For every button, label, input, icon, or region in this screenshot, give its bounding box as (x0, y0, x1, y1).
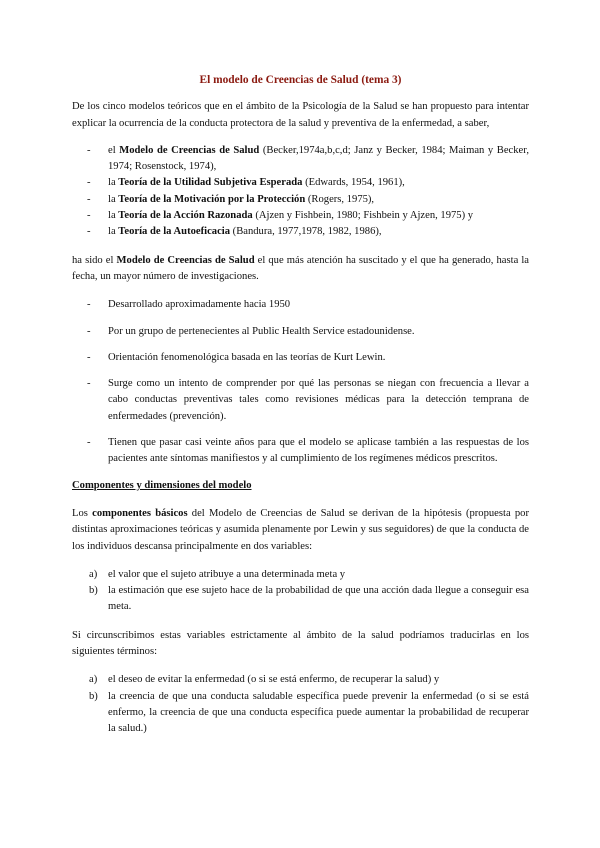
list-item: a) el deseo de evitar la enfermedad (o si se está enfermo, de recuperar la salud) y (89, 674, 440, 686)
attention-paragraph: ha sido el Modelo de Creencias de Salud el que más atención ha suscitado y el que ha generado, hasta la fecha, un mayor número de investigaciones. (72, 254, 529, 282)
list-item: - la Teoría de la Motivación por la Protección (Rogers, 1975), (87, 193, 375, 205)
health-terms-list (72, 672, 529, 737)
section-heading: Componentes y dimensiones del modelo (72, 479, 252, 491)
list-item: - la Teoría de la Autoeficacia (Bandura, 1977,1978, 1982, 1986), (87, 226, 382, 238)
list-item: a) el valor que el sujeto atribuye a una determinada meta y (89, 568, 346, 580)
list-item: - la Teoría de la Utilidad Subjetiva Esperada (Edwards, 1954, 1961), (87, 177, 405, 189)
list-item: - Desarrollado aproximadamente hacia 1950 (87, 299, 291, 311)
list-item: b) la estimación que ese sujeto hace de la probabilidad de que una acción dada llegue a conseguir esa meta. (89, 585, 529, 613)
health-intro-paragraph: Si circunscribimos estas variables estrictamente al ámbito de la salud podríamos traducirlas en los siguientes términos: (72, 629, 529, 658)
list-item: b) la creencia de que una conducta saludable específica puede prevenir la enfermedad (o si se está enfermo, la creencia de que una conducta específica puede aumentar la probabilidad de recuperar la salud.) (89, 690, 529, 735)
page-title: El modelo de Creencias de Salud (tema 3) (199, 74, 402, 86)
list-item: - Surge como un intento de comprender por qué las personas se niegan con frecuencia a llevar a cabo conductas preventivas tales como revisiones médicas para la detección temprana de enfermedades (prevención). (87, 378, 529, 422)
list-item: - Tienen que pasar casi veinte años para que el modelo se aplicase también a las respuestas de los pacientes ante síntomas manifiestos y al cumplimiento de los regímenes médicos prescritos. (87, 437, 529, 465)
components-paragraph: Los componentes básicos del Modelo de Creencias de Salud se derivan de la hipótesis (propuesta por distintas aproximaciones teóricas y asumida plenamente por Lewin y sus seguidores) de que la conducta de los individuos descansa principalmente en dos variables: (72, 507, 529, 552)
intro-paragraph: De los cinco modelos teóricos que en el ámbito de la Psicología de la Salud se han propuesto para intentar explicar la ocurrencia de la conducta protectora de la salud y preventiva de la enfermedad, a saber, (72, 101, 529, 129)
variables-list (72, 567, 529, 616)
list-item: - Orientación fenomenológica basada en las teorías de Kurt Lewin. (87, 351, 386, 363)
features-list (72, 297, 529, 467)
models-list (72, 143, 529, 241)
list-item: - Por un grupo de pertenecientes al Public Health Service estadounidense. (87, 325, 415, 337)
list-item: - el Modelo de Creencias de Salud (Becker,1974a,b,c,d; Janz y Becker, 1984; Maiman y Becker, 1974; Rosenstock, 1974), (87, 144, 530, 173)
list-item: - la Teoría de la Acción Razonada (Ajzen y Fishbein, 1980; Fishbein y Ajzen, 1975) y (87, 210, 474, 222)
document-body (72, 72, 529, 750)
